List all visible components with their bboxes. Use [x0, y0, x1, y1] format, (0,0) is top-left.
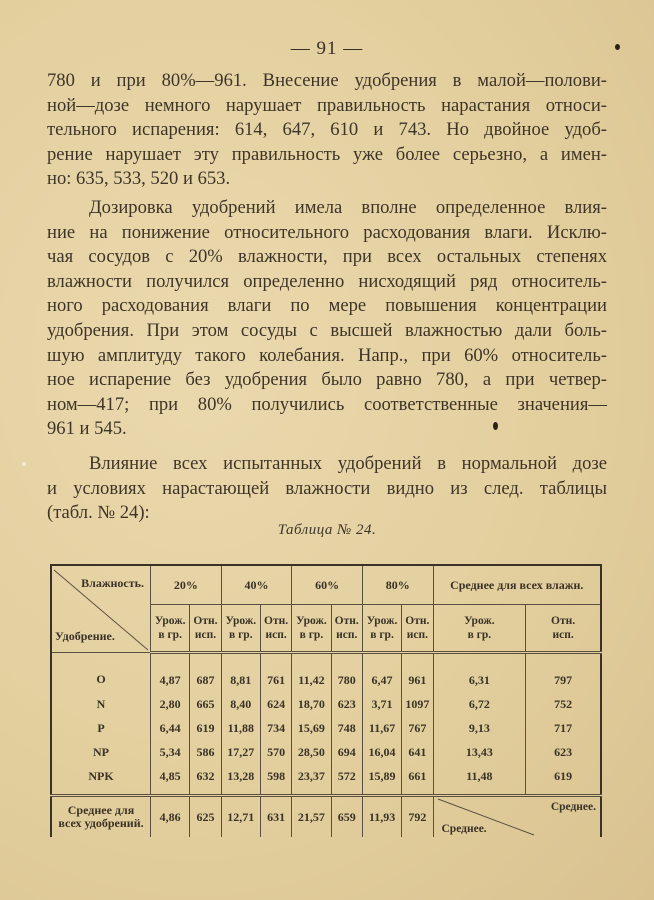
- text-line: рение нарушает эту правильность уже более серьезно, а имен-: [47, 143, 607, 165]
- cell: 11,93: [362, 796, 401, 838]
- cell: 28,50: [292, 740, 331, 764]
- subheader-yield: Урож. в гр.: [151, 605, 190, 653]
- cell: 624: [260, 692, 291, 716]
- cell: 15,69: [292, 716, 331, 740]
- row-label: N: [51, 692, 151, 716]
- text-line: и условиях нарастающей влажности видно из след. таблицы: [47, 477, 607, 499]
- text-line: ние на понижение относительного расходования влаги. Исклю-: [47, 221, 607, 243]
- text-line: Дозировка удобрений имела вполне определенное влия-: [89, 197, 607, 218]
- cell: 598: [260, 764, 291, 796]
- cell: 6,72: [433, 692, 526, 716]
- row-label: NPK: [51, 764, 151, 796]
- row-label: O: [51, 653, 151, 693]
- cell: 13,28: [221, 764, 260, 796]
- subheader-yield: Урож. в гр.: [292, 605, 331, 653]
- cell: 572: [331, 764, 362, 796]
- cell: 9,13: [433, 716, 526, 740]
- header-60: 60%: [292, 565, 363, 605]
- average-corner-cell: [433, 796, 601, 838]
- cell: 734: [260, 716, 291, 740]
- table-row: [51, 764, 601, 796]
- cell: 792: [402, 796, 433, 838]
- subheader-yield: Урож. в гр.: [433, 605, 526, 653]
- cell: 687: [190, 653, 221, 693]
- header-20: 20%: [151, 565, 222, 605]
- cell: 17,27: [221, 740, 260, 764]
- text-line: чая сосудов с 20% влажности, при всех остальных степенях: [47, 246, 607, 268]
- cell: 631: [260, 796, 291, 838]
- cell: 761: [260, 653, 291, 693]
- text-line: ной—дозе немного нарушает правильность нарастания относи-: [47, 94, 607, 116]
- cell: 12,71: [221, 796, 260, 838]
- table-row: [51, 740, 601, 764]
- text-line: ного расходования влаги по мере повышения концентрации: [47, 295, 607, 317]
- cell: 797: [526, 653, 601, 693]
- cell: 694: [331, 740, 362, 764]
- cell: 748: [331, 716, 362, 740]
- cell: 641: [402, 740, 433, 764]
- subheader-evap: Отн. исп.: [190, 605, 221, 653]
- text-line: 961 и 545.: [47, 418, 127, 440]
- ink-spot: [493, 422, 498, 430]
- average-label-top: Среднее.: [550, 801, 596, 813]
- cell: 767: [402, 716, 433, 740]
- ink-spot: [615, 44, 620, 50]
- cell: 717: [526, 716, 601, 740]
- text-line: тельного испарения: 614, 647, 610 и 743. Но двойное удоб-: [47, 119, 607, 141]
- subheader-yield: Урож. в гр.: [221, 605, 260, 653]
- text-line: 780 и при 80%—961. Внесение удобрения в малой—полови-: [47, 70, 607, 91]
- cell: 11,42: [292, 653, 331, 693]
- fertilizer-axis-label: Удобрение.: [55, 629, 115, 643]
- cell: 570: [260, 740, 291, 764]
- text-line: влажности получился определенно нисходящий ряд относитель-: [47, 270, 607, 292]
- cell: 8,81: [221, 653, 260, 693]
- text-line: ном—417; при 80% получились соответственные значения—: [47, 393, 607, 415]
- cell: 8,40: [221, 692, 260, 716]
- table-caption: Таблица № 24.: [277, 522, 377, 538]
- cell: 2,80: [151, 692, 190, 716]
- text-line: (табл. № 24):: [47, 502, 150, 524]
- cell: 6,31: [433, 653, 526, 693]
- cell: 586: [190, 740, 221, 764]
- subheader-yield: Урож. в гр.: [362, 605, 401, 653]
- cell: 665: [190, 692, 221, 716]
- cell: 18,70: [292, 692, 331, 716]
- paragraph-2: [47, 196, 607, 442]
- cell: 1097: [402, 692, 433, 716]
- cell: 632: [190, 764, 221, 796]
- average-row-label: Среднее для всех удобрений.: [51, 796, 151, 838]
- cell: 16,04: [362, 740, 401, 764]
- cell: 15,89: [362, 764, 401, 796]
- text-line: Влияние всех испытанных удобрений в нормальной дозе: [89, 453, 607, 474]
- average-label-bottom: Среднее.: [441, 823, 487, 835]
- cell: 6,44: [151, 716, 190, 740]
- text-line: удобрения. При этом сосуды с высшей влажностью дали боль-: [47, 319, 607, 341]
- page-number: — 91 —: [290, 38, 364, 59]
- cell: 13,43: [433, 740, 526, 764]
- cell: 661: [402, 764, 433, 796]
- cell: 4,87: [151, 653, 190, 693]
- header-80: 80%: [362, 565, 433, 605]
- cell: 780: [331, 653, 362, 693]
- paper-spot: [22, 462, 26, 466]
- average-row: [51, 796, 601, 838]
- cell: 4,85: [151, 764, 190, 796]
- cell: 623: [526, 740, 601, 764]
- corner-header-cell: [51, 565, 151, 653]
- cell: 5,34: [151, 740, 190, 764]
- cell: 11,88: [221, 716, 260, 740]
- data-table: [50, 564, 602, 837]
- cell: 619: [190, 716, 221, 740]
- subheader-evap: Отн. исп.: [526, 605, 601, 653]
- header-40: 40%: [221, 565, 292, 605]
- subheader-evap: Отн. исп.: [402, 605, 433, 653]
- subheader-evap: Отн. исп.: [260, 605, 291, 653]
- row-label: NP: [51, 740, 151, 764]
- cell: 11,48: [433, 764, 526, 796]
- cell: 23,37: [292, 764, 331, 796]
- cell: 4,86: [151, 796, 190, 838]
- cell: 21,57: [292, 796, 331, 838]
- moisture-axis-label: Влажность.: [81, 576, 144, 590]
- cell: 623: [331, 692, 362, 716]
- table-row: [51, 692, 601, 716]
- cell: 659: [331, 796, 362, 838]
- cell: 6,47: [362, 653, 401, 693]
- cell: 619: [526, 764, 601, 796]
- cell: 3,71: [362, 692, 401, 716]
- text-line: шую амплитуду такого колебания. Напр., при 60% относитель-: [47, 344, 607, 366]
- subheader-evap: Отн. исп.: [331, 605, 362, 653]
- row-label: P: [51, 716, 151, 740]
- paragraph-1: [47, 69, 607, 192]
- paragraph-3: [47, 452, 607, 526]
- cell: 625: [190, 796, 221, 838]
- table-row: [51, 653, 601, 693]
- table-header-row: [51, 565, 601, 605]
- text-line: но: 635, 533, 520 и 653.: [47, 168, 231, 190]
- table-row: [51, 716, 601, 740]
- cell: 11,67: [362, 716, 401, 740]
- cell: 961: [402, 653, 433, 693]
- text-line: ное испарение без удобрения было равно 780, а при четвер-: [47, 369, 607, 391]
- header-average: Среднее для всех влажн.: [433, 565, 601, 605]
- cell: 752: [526, 692, 601, 716]
